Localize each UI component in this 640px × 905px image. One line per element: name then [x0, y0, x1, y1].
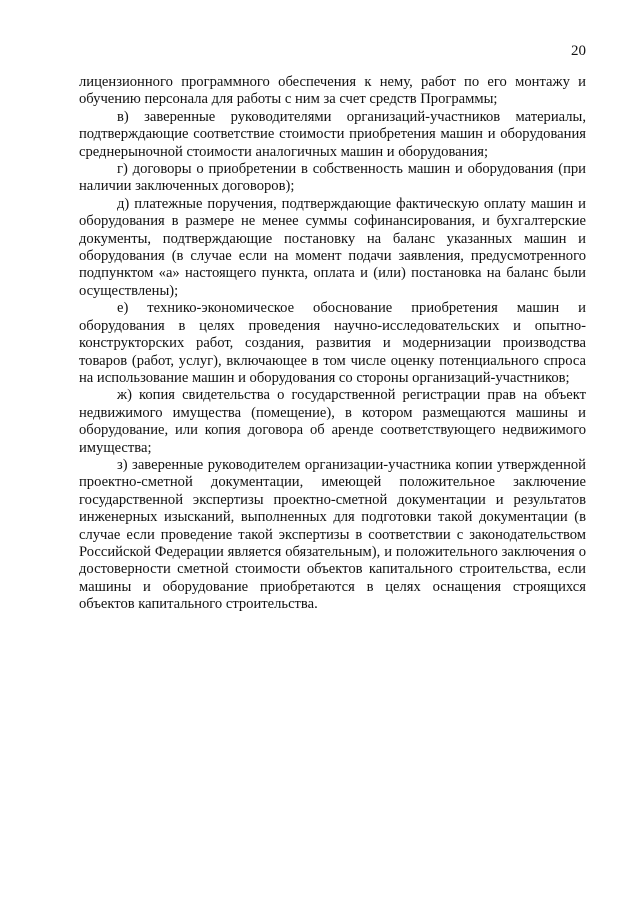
paragraph-item-d: д) платежные поручения, подтверждающие фактическую оплату машин и оборудования в размере не менее суммы софинансирования, и бухгалтерские документы, подтверждающие постановку на баланс указанных машин и оборудования (в случае если на момент подачи заявления, предусмотренного подпунктом «а» настоящего пункта, оплата и (или) постановка на баланс были осуществлены); [79, 195, 586, 299]
paragraph-item-z: з) заверенные руководителем организации-участника копии утвержденной проектно-сметной документации, имеющей положительное заключение государственной экспертизы проектно-сметной документации и результатов инженерных изысканий, выполненных для подготовки такой документации (в случае если проведение такой экспертизы в соответствии с законодательством Российской Федерации является обязательным), и положительного заключения о достоверности сметной стоимости объектов капитального строительства, если машины и оборудование приобретаются в целях оснащения строящихся объектов капитального строительства. [79, 456, 586, 613]
paragraph-continuation: лицензионного программного обеспечения к нему, работ по его монтажу и обучению персонала для работы с ним за счет средств Программы; [79, 74, 586, 108]
paragraph-item-g: г) договоры о приобретении в собственность машин и оборудования (при наличии заключенных договоров); [79, 161, 586, 195]
paragraph-item-v: в) заверенные руководителями организаций-участников материалы, подтверждающие соответствие стоимости приобретения машин и оборудования среднерыночной стоимости аналогичных машин и оборудования; [79, 108, 586, 160]
page-number: 20 [571, 43, 586, 59]
paragraph-item-e: е) технико-экономическое обоснование приобретения машин и оборудования в целях проведения научно-исследовательских и опытно-конструкторских работ, создания, развития и модернизации производства товаров (работ, услуг), включающее в том числе оценку потенциального спроса на использование машин и оборудования со стороны организаций-участников; [79, 300, 586, 386]
paragraph-item-zh: ж) копия свидетельства о государственной регистрации прав на объект недвижимого имущества (помещение), в котором размещаются машины и оборудование, или копия договора об аренде соответствующего недвижимого имущества; [79, 387, 586, 456]
document-body [79, 74, 586, 614]
